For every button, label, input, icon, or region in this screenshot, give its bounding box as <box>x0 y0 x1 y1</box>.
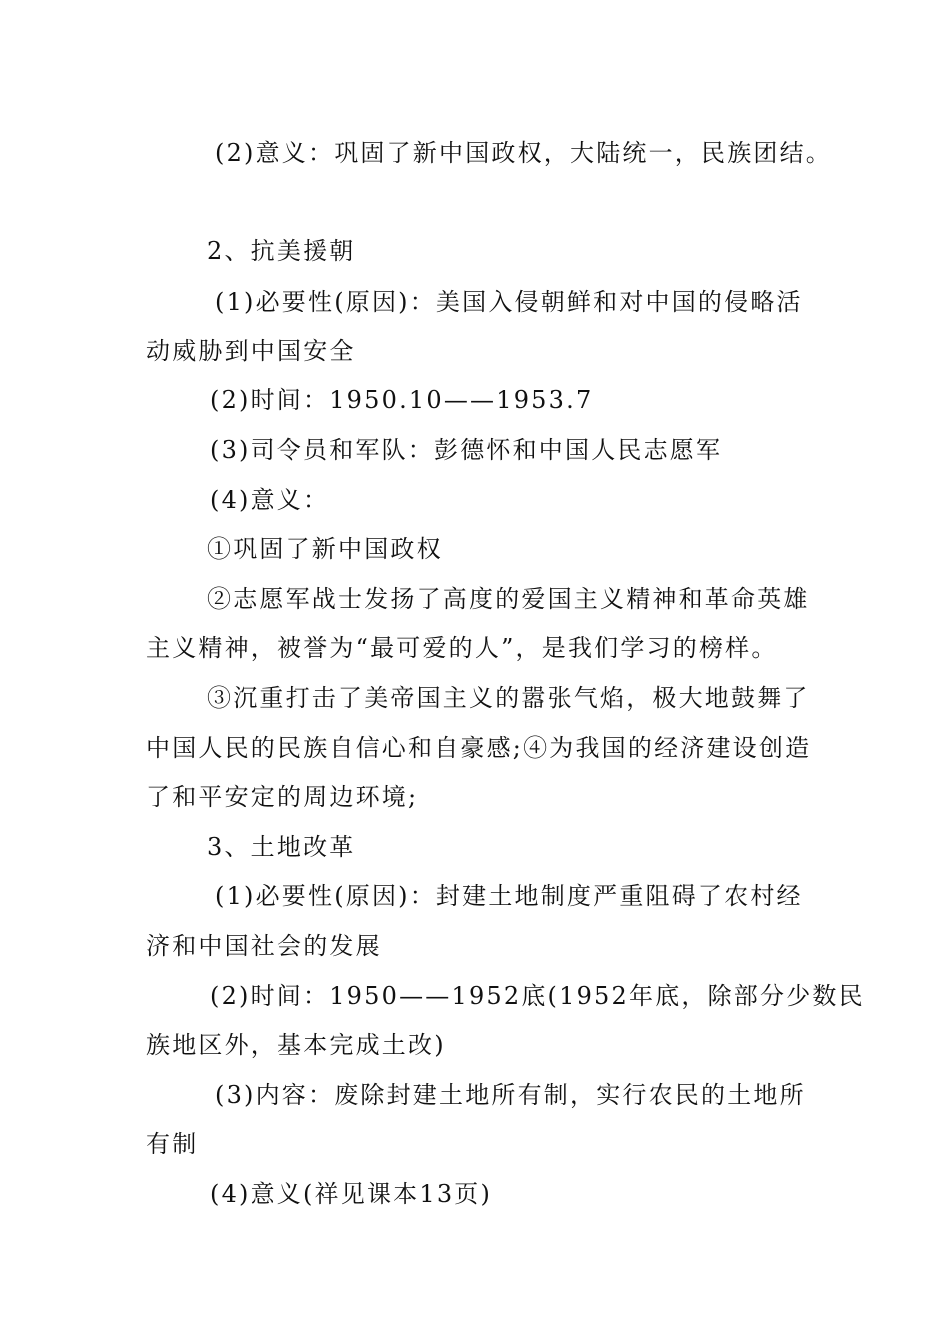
text-line: 有制 <box>146 1130 199 1158</box>
text-line: 族地区外，基本完成土改) <box>146 1031 446 1059</box>
section-heading: 3、土地改革 <box>207 833 356 861</box>
text-line: 了和平安定的周边环境; <box>146 783 419 811</box>
text-line: (3)内容：废除封建土地所有制，实行农民的土地所 <box>215 1081 806 1109</box>
text-line: (4)意义(祥见课本13页) <box>210 1180 493 1208</box>
text-line: (4)意义： <box>210 486 330 514</box>
text-line: (3)司令员和军队：彭德怀和中国人民志愿军 <box>210 436 723 464</box>
text-line: ②志愿军战士发扬了高度的爱国主义精神和革命英雄 <box>207 585 810 613</box>
text-line: 济和中国社会的发展 <box>146 932 382 960</box>
text-line: 动威胁到中国安全 <box>146 337 356 365</box>
section-heading: 2、抗美援朝 <box>207 237 356 265</box>
text-line: (2)意义：巩固了新中国政权，大陆统一，民族团结。 <box>215 139 832 167</box>
text-line: (2)时间：1950——1952底(1952年底，除部分少数民 <box>210 982 865 1010</box>
text-line: ③沉重打击了美帝国主义的嚣张气焰，极大地鼓舞了 <box>207 684 810 712</box>
text-line: (2)时间：1950.10——1953.7 <box>210 386 594 414</box>
text-line: ①巩固了新中国政权 <box>207 535 443 563</box>
text-line: 中国人民的民族自信心和自豪感;④为我国的经济建设创造 <box>146 734 812 762</box>
text-line: (1)必要性(原因)：封建土地制度严重阻碍了农村经 <box>215 882 803 910</box>
text-line: 主义精神，被誉为“最可爱的人”，是我们学习的榜样。 <box>146 634 778 662</box>
text-line: (1)必要性(原因)：美国入侵朝鲜和对中国的侵略活 <box>215 288 803 316</box>
